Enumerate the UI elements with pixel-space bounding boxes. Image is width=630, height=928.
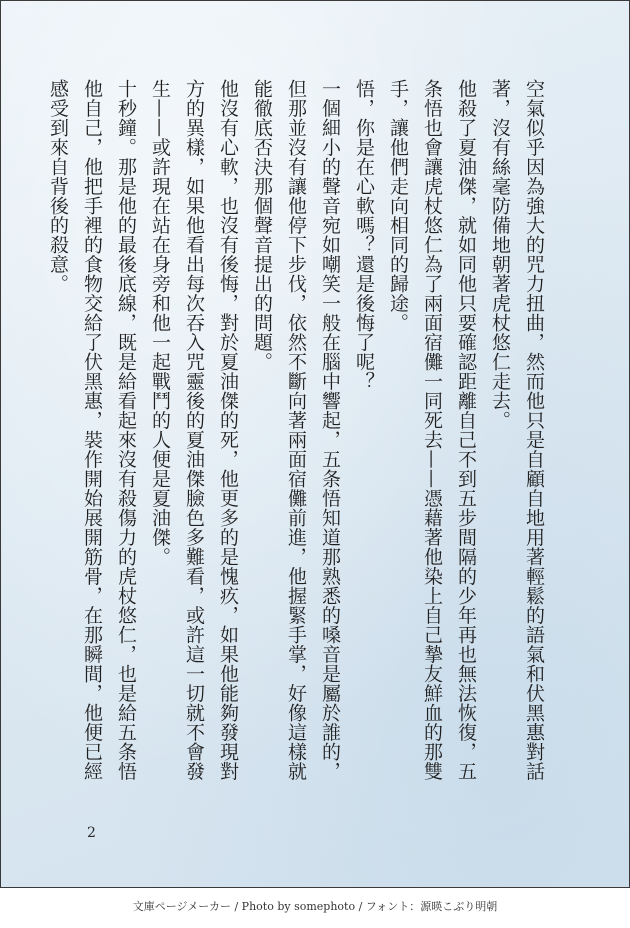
paragraph: 十秒鐘。那是他的最後底線，既是給看起來沒有殺傷力的虎杖悠仁，也是給五条悟他自己，他把手裡的食物交給了伏黑惠，裝作開始展開筋骨，在那瞬間，他便已經感受到來自背後的殺意。	[47, 79, 137, 781]
page-number: 2	[87, 825, 96, 841]
paragraph: 空氣似乎因為強大的咒力扭曲，然而他只是自顧自地用著輕鬆的語氣和伏黑惠對話著，沒有絲毫防備地朝著虎杖悠仁走去。	[489, 79, 545, 781]
paragraph: 他殺了夏油傑，就如同他只要確認距離自己不到五步間隔的少年再也無法恢復，五条悟也會讓虎杖悠仁為了兩面宿儺一同死去——憑藉著他染上自己摯友鮮血的那雙手，讓他們走向相同的歸途。	[387, 79, 477, 781]
paragraph: 一個細小的聲音宛如嘲笑一般在腦中響起，五条悟知道那熟悉的嗓音是屬於誰的，但那並沒有讓他停下步伐，依然不斷向著兩面宿儺前進，他握緊手掌，好像這樣就能徹底否決那個聲音提出的問題。	[251, 79, 341, 781]
paragraph: 悟，你是在心軟嗎？還是後悔了呢？	[353, 79, 375, 391]
vertical-text-body	[41, 79, 551, 799]
paragraph: 他沒有心軟，也沒有後悔，對於夏油傑的死，他更多的是愧疚，如果他能夠發現對方的異樣，如果他看出每次吞入咒靈後的夏油傑臉色多難看，或許這一切就不會發生——或許現在站在身旁和他一起戰鬥的人便是夏油傑。	[149, 79, 239, 781]
footer-credit: 文庫ページメーカー / Photo by somephoto / フォント：源暎こぶり明朝	[132, 900, 498, 913]
